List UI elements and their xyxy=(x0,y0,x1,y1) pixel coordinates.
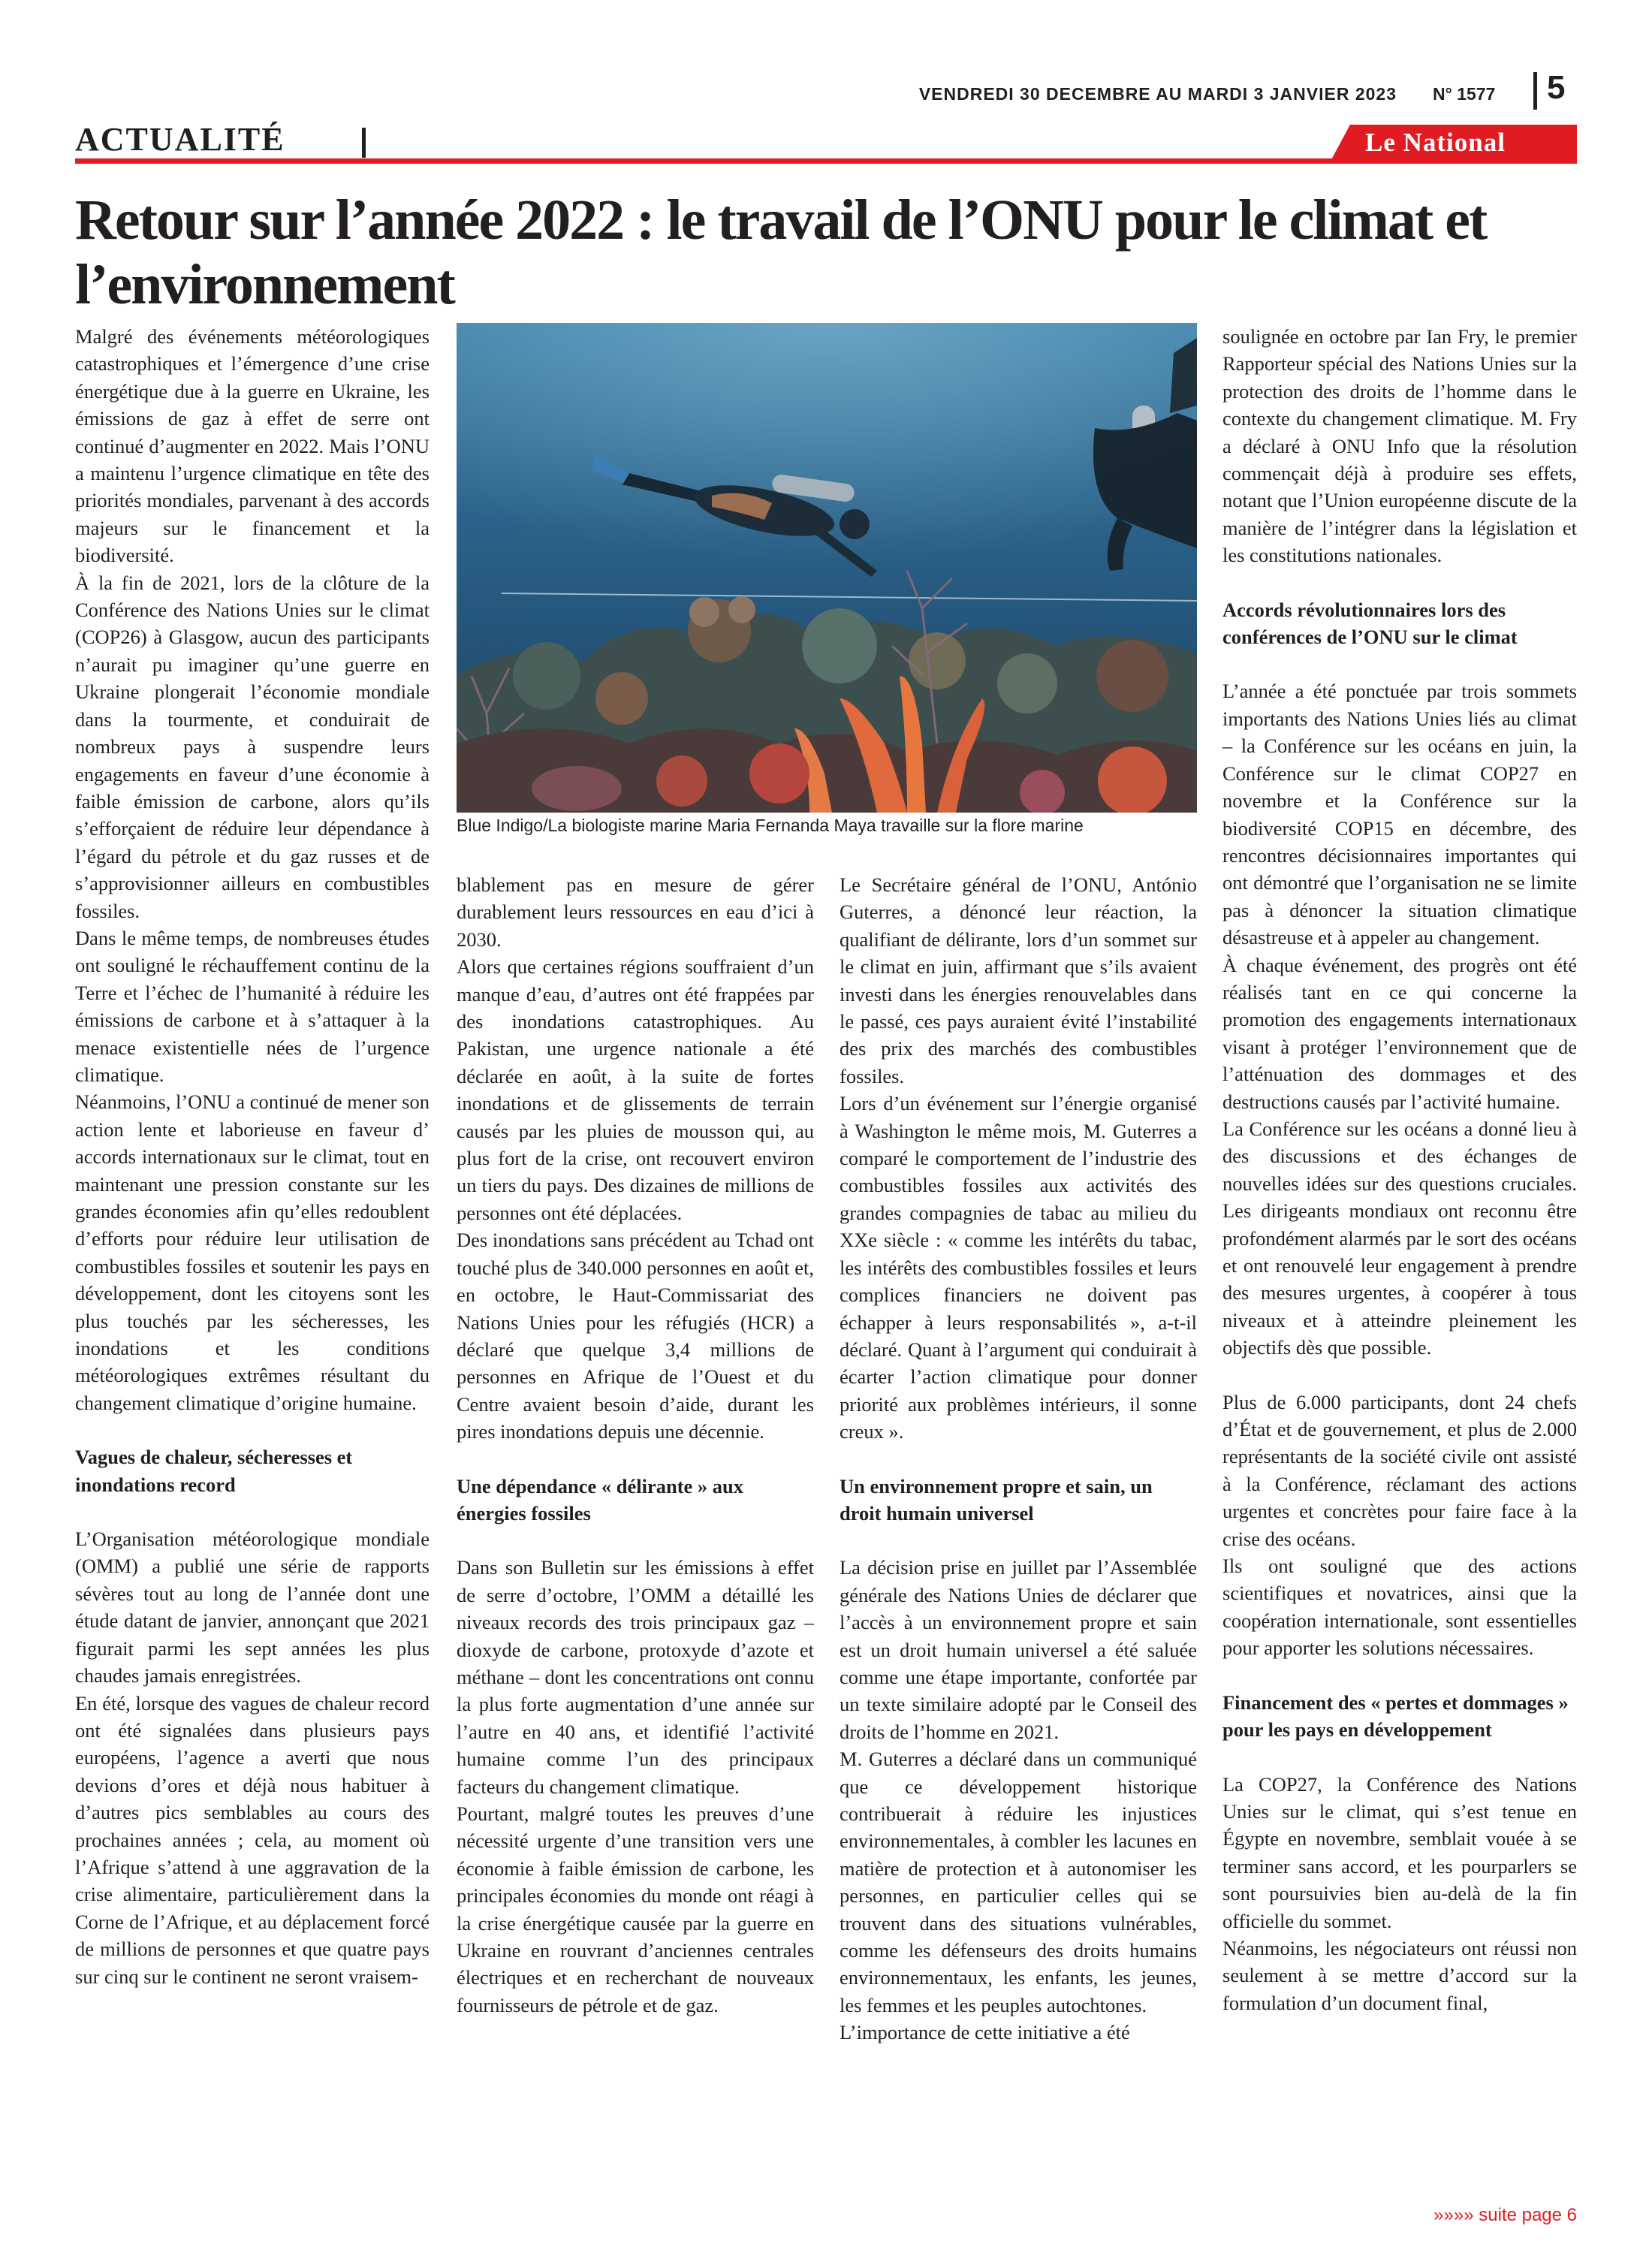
section-title: ACTUALITÉ xyxy=(75,121,285,158)
paragraph: Dans le même temps, de nombreuses études ont souligné le réchauffement continu de la Terre et l’échec de l’humanité à réduire les émissions de carbone et à s’attaquer à la menace existentielle nées de l’urgence climatique. xyxy=(75,926,430,1086)
issue-number: N° 1577 xyxy=(1433,84,1496,104)
header-divider xyxy=(1533,72,1537,110)
article-photo xyxy=(457,323,1197,813)
article-column-4 xyxy=(1222,323,1577,2016)
paragraph: L’année a été ponctuée par trois sommets importants des Nations Unies liés au climat – la Conférence sur les océans en juin, la Conférence sur le climat COP27 en novembre et la Conférence sur la biodiversité COP15 en décembre, des rencontres décisionnaires importantes qui ont démontré que l’organisation ne se limite pas à dénoncer la situation climatique désastreuse et à appeler au changement. xyxy=(1222,680,1577,949)
paragraph: La décision prise en juillet par l’Assemblée générale des Nations Unies de déclarer que l’accès à un environnement propre et sain est un droit humain universel a été saluée comme une étape importante, confortée par un texte similaire adopté par le Conseil des droits de l’homme en 2021. xyxy=(840,1556,1197,1743)
article-column-1 xyxy=(75,323,430,1990)
paragraph: Pourtant, malgré toutes les preuves d’une nécessité urgente d’une transition vers une économie à faible émission de carbone, les principales économies du monde ont réagi à la crise énergétique causée par la guerre en Ukraine en rouvrant d’anciennes centrales électriques et en recherchant de nouveaux fournisseurs de pétrole et de gaz. xyxy=(457,1802,814,2016)
subheading: Vagues de chaleur, sécheresses et inondations record xyxy=(75,1446,353,1496)
paragraph: La Conférence sur les océans a donné lieu à des discussions et des échanges de nouvelles idées sur des questions cruciales. Les dirigeants mondiaux ont reconnu être profondément alarmés par le sort des océans et ont renouvelé leur engagement à prendre des mesures urgentes, à coopérer à tous niveaux et à atteindre pleinement les objectifs dès que possible. xyxy=(1222,1117,1577,1359)
article-headline: Retour sur l’année 2022 : le travail de l’ONU pour le climat et l’environnement xyxy=(75,189,1487,316)
underwater-reef-illustration xyxy=(457,323,1197,813)
paragraph: M. Guterres a déclaré dans un communiqué que ce développement historique contribuerait à réduire les injustices environnementales, à combler les lacunes en matière de protection et à autonomiser les personnes, en particulier celles qui se trouvent dans des situations vulnérables, comme les défenseurs des droits humains environnementaux, les enfants, les jeunes, les femmes et les peuples autochtones. xyxy=(840,1748,1197,2016)
paragraph: Le Secrétaire général de l’ONU, António Guterres, a dénoncé leur réaction, la qualifiant de délirante, lors d’un sommet sur le climat en juin, affirmant que s’ils avaient investi dans les énergies renouvelables dans le passé, ces pays auraient évité l’instabilité des prix des marchés des combustibles fossiles. xyxy=(840,873,1197,1087)
paragraph: Néanmoins, l’ONU a continué de mener son action lente et laborieuse en faveur d’ accords internationaux sur le climat, tout en maintenant une pression constante sur les grandes économies afin qu’elles redoublent d’efforts pour réduire leur utilisation de combustibles fossiles et soutenir les pays en développement, dont les citoyens sont les plus touchés par les sécheresses, les inondations et les conditions météorologiques extrêmes résultant du changement climatique d’origine humaine. xyxy=(75,1090,430,1414)
paragraph: Alors que certaines régions souffraient d’un manque d’eau, d’autres ont été frappées par des inondations catastrophiques. Au Pakistan, une urgence nationale a été déclarée en août, à la suite de fortes inondations et de glissements de terrain causés par les pluies de mousson qui, au plus fort de la crise, ont recouvert environ un tiers du pays. Des dizaines de millions de personnes ont été déplacées. xyxy=(457,955,814,1224)
paragraph: Dans son Bulletin sur les émissions à effet de serre d’octobre, l’OMM a détaillé les niveaux records des trois principaux gaz – dioxyde de carbone, protoxyde d’azote et méthane – dont les concentrations ont connu la plus forte augmentation d’une année sur l’autre en 40 ans, et identifié l’activité humaine comme l’un des principaux facteurs du changement climatique. xyxy=(457,1556,814,1798)
subheading: Une dépendance « délirante » aux énergies fossiles xyxy=(457,1474,744,1525)
section-divider xyxy=(362,128,366,158)
paragraph: L’Organisation météorologique mondiale (OMM) a publié une série de rapports sévères tout au long de l’année dont une étude datant de janvier, annonçant que 2021 figurait parmi les sept années les plus chaudes jamais enregistrées. xyxy=(75,1528,430,1687)
paragraph: L’importance de cette initiative a été xyxy=(840,2021,1130,2044)
subheading: Financement des « pertes et dommages » pour les pays en développement xyxy=(1222,1691,1569,1742)
paragraph: blablement pas en mesure de gérer durablement leurs ressources en eau d’ici à 2030. xyxy=(457,873,814,951)
paragraph: Lors d’un événement sur l’énergie organisé à Washington le même mois, M. Guterres a comparé le comportement de l’industrie des combustibles fossiles aux activités des grandes compagnies de tabac au milieu du XXe siècle : « comme les intérêts du tabac, les intérêts des combustibles fossiles et leurs complices financiers ne doivent pas échapper à leurs responsabilités », a-t-il déclaré. Quant à l’argument qui conduirait à écarter l’action climatique pour donner priorité aux problèmes intérieurs, il sonne creux ». xyxy=(840,1092,1197,1443)
paragraph: Des inondations sans précédent au Tchad ont touché plus de 340.000 personnes en août et, en octobre, le Haut-Commissariat des Nations Unies pour les réfugiés (HCR) a déclaré que quelque 3,4 millions de personnes en Afrique de l’Ouest et du Centre avaient besoin d’aide, durant les pires inondations depuis une décennie. xyxy=(457,1229,815,1443)
paragraph: Plus de 6.000 participants, dont 24 chefs d’État et de gouvernement, et plus de 2.000 représentants de la société civile ont assisté à la Conférence, réclamant des actions urgentes et concrètes pour faire face à la crise des océans. xyxy=(1222,1390,1577,1550)
subheading: Accords révolutionnaires lors des conférences de l’ONU sur le climat xyxy=(1222,598,1518,649)
paragraph: À chaque événement, des progrès ont été réalisés tant en ce qui concerne la promotion des engagements internationaux visant à protéger l’environnement que de l’atténuation des dommages et des destructions causés par l’activité humaine. xyxy=(1222,953,1577,1113)
continued-link[interactable]: »»»» suite page 6 xyxy=(1433,2205,1577,2225)
subheading: Un environnement propre et sain, un droit humain universel xyxy=(840,1474,1153,1525)
photo-caption: Blue Indigo/La biologiste marine Maria Fernanda Maya travaille sur la flore marine xyxy=(457,816,1084,835)
paragraph: La COP27, la Conférence des Nations Unies sur le climat, qui s’est tenue en Égypte en novembre, semblait vouée à se terminer sans accord, et les pourparlers se sont poursuivies bien au-delà de la fin officielle du sommet. xyxy=(1222,1772,1577,1932)
article-column-3 xyxy=(840,871,1197,2046)
paragraph: En été, lorsque des vagues de chaleur record ont été signalées dans plusieurs pays européens, l’agence a averti que nous devions d’ores et déjà nous habituer à d’autres pics semblables au cours des prochaines années ; cela, au moment où l’Afrique s’attend à une aggravation de la crise alimentaire, particulièrement dans la Corne de l’Afrique, et au déplacement forcé de millions de personnes et que quatre pays sur cinq sur le continent ne seront vraisem- xyxy=(75,1691,430,1988)
paragraph: Ils ont souligné que des actions scientifiques et novatrices, ainsi que la coopération internationale, sont essentielles pour apporter les solutions nécessaires. xyxy=(1222,1555,1577,1660)
paragraph: soulignée en octobre par Ian Fry, le premier Rapporteur spécial des Nations Unies sur la protection des droits de l’homme dans le contexte du changement climatique. M. Fry a déclaré à ONU Info que la résolution commençait déjà à produire ses effets, notant que l’Union européenne discute de la manière de l’intégrer dans la législation et les constitutions nationales. xyxy=(1222,325,1577,567)
paragraph: Malgré des événements météorologiques catastrophiques et l’émergence d’une crise énergétique due à la guerre en Ukraine, les émissions de gaz à effet de serre ont continué d’augmenter en 2022. Mais l’ONU a maintenu l’urgence climatique en tête des priorités mondiales, parvenant à des accords majeurs sur le financement et la biodiversité. xyxy=(75,325,430,567)
newspaper-name: Le National xyxy=(1365,128,1506,157)
issue-date: VENDREDI 30 DECEMBRE AU MARDI 3 JANVIER 2023 xyxy=(918,84,1397,104)
paragraph: Néanmoins, les négociateurs ont réussi non seulement à se mettre d’accord sur la formulation d’un document final, xyxy=(1222,1936,1577,2014)
article-column-2 xyxy=(457,871,814,2019)
page-number: 5 xyxy=(1547,69,1566,106)
paragraph: À la fin de 2021, lors de la clôture de la Conférence des Nations Unies sur le climat (COP26) à Glasgow, aucun des participants n’aurait pu imaginer qu’une guerre en Ukraine plongerait l’économie mondiale dans la tourmente, et conduirait de nombreux pays à suspendre leurs engagements en faveur d’une économie à faible émission de carbone, alors qu’ils s’efforçaient de réduire leur dépendance à l’égard du pétrole et du gaz russes et de s’approvisionner ailleurs en combustibles fossiles. xyxy=(75,571,430,922)
